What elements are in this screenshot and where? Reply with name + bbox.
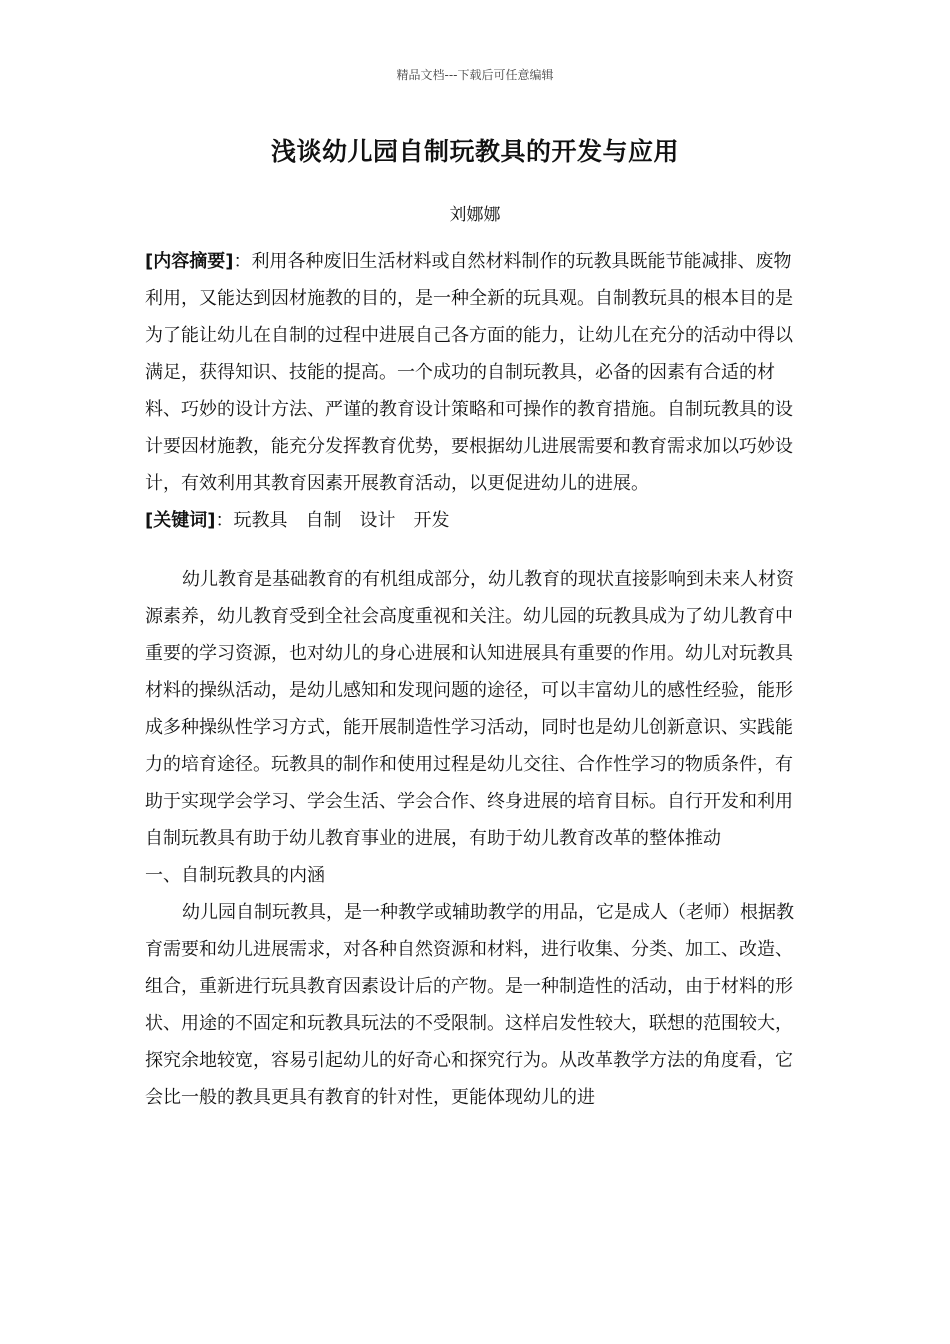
abstract-paragraph xyxy=(145,243,807,502)
abstract-separator: ： xyxy=(233,251,252,272)
page-header: 精品文档---下载后可任意编辑 xyxy=(396,68,554,82)
keywords-label: [关键词] xyxy=(145,510,216,531)
section-paragraph: 幼儿园自制玩教具，是一种教学或辅助教学的用品，它是成人（老师）根据教育需要和幼儿进展需求，对各种自然资源和材料，进行收集、分类、加工、改造、组合，重新进行玩具教育因素设计后的产物。是一种制造性的活动，由于材料的形状、用途的不固定和玩教具玩法的不受限制。这样启发性较大，联想的范围较大，探究余地较宽，容易引起幼儿的好奇心和探究行为。从改革教学方法的角度看，它会比一般的教具更具有教育的针对性，更能体现幼儿的进 xyxy=(145,902,794,1108)
abstract-text: 利用各种废旧生活材料或自然材料制作的玩教具既能节能减排、废物利用，又能达到因材施教的目的，是一种全新的玩具观。自制教玩具的根本目的是为了能让幼儿在自制的过程中进展自己各方面的能力，让幼儿在充分的活动中得以满足，获得知识、技能的提高。一个成功的自制玩教具，必备的因素有合适的材料、巧妙的设计方法、严谨的教育设计策略和可操作的教育措施。自制玩教具的设计要因材施教，能充分发挥教育优势，要根据幼儿进展需要和教育需求加以巧妙设计，有效利用其教育因素开展教育活动，以更促进幼儿的进展。 xyxy=(145,251,793,494)
keywords-line xyxy=(145,502,807,539)
keyword: 开发 xyxy=(413,510,450,531)
author-name: 刘娜娜 xyxy=(449,205,501,225)
abstract-label: [内容摘要] xyxy=(145,251,234,272)
intro-paragraph: 幼儿教育是基础教育的有机组成部分，幼儿教育的现状直接影响到未来人材资源素养，幼儿教育受到全社会高度重视和关注。幼儿园的玩教具成为了幼儿教育中重要的学习资源，也对幼儿的身心进展和认知进展具有重要的作用。幼儿对玩教具材料的操纵活动，是幼儿感知和发现问题的途径，可以丰富幼儿的感性经验，能形成多种操纵性学习方式，能开展制造性学习活动，同时也是幼儿创新意识、实践能力的培育途径。玩教具的制作和使用过程是幼儿交往、合作性学习的物质条件，有助于实现学会学习、学会生活、学会合作、终身进展的培育目标。自行开发和利用自制玩教具有助于幼儿教育事业的进展，有助于幼儿教育改革的整体推动 xyxy=(145,569,794,849)
keyword: 玩教具 xyxy=(233,510,288,531)
keywords-separator: ： xyxy=(215,510,234,531)
document-body xyxy=(145,243,807,1116)
section-heading: 一、自制玩教具的内涵 xyxy=(145,865,325,886)
paragraph-gap xyxy=(145,539,807,561)
document-title: 浅谈幼儿园自制玩教具的开发与应用 xyxy=(270,137,679,166)
keyword: 设计 xyxy=(359,510,396,531)
keyword: 自制 xyxy=(305,510,342,531)
